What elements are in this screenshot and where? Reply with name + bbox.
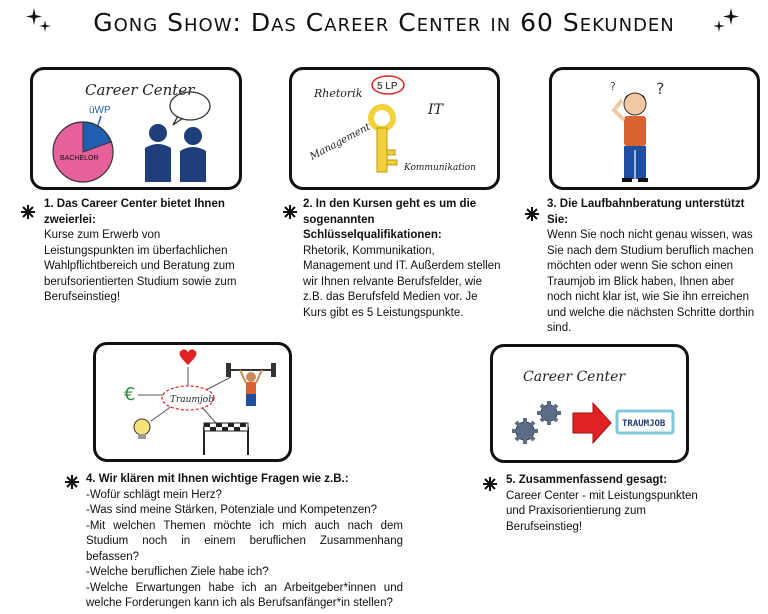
panel-3-body: Wenn Sie noch nicht genau wissen, was Sie nach dem Studium beruflich machen möchten oder wenn Sie schon einen Traumjob im Blick haben, Ihnen aber noch nicht klar ist, wie Sie ihn erreichen und welche die nächsten Schritte dorthin sind. <box>547 229 755 334</box>
panel-4-heading: 4. Wir klären mit Ihnen wichtige Fragen wie z.B.: <box>86 473 349 485</box>
question-mark-1: ? <box>656 79 665 98</box>
panel-2-it-label: IT <box>428 102 443 118</box>
asterisk-icon-4 <box>64 474 80 490</box>
panel-3-illustration <box>549 67 760 190</box>
panel-5-illustration <box>490 344 689 463</box>
panel-1-career-center-label: Career Center <box>85 81 195 99</box>
finish-line-icon <box>204 423 248 455</box>
panel-2-lp-label: 5 LP <box>377 81 398 92</box>
panel-4-question-5: -Welche Erwartungen habe ich an Arbeitgeber*innen und welche Forderungen kann ich als Berufsanfänger*in stellen? <box>86 581 403 609</box>
panel-4-traumjob-label: Traumjob <box>170 395 214 405</box>
panel-2-kommunikation-label: Kommunikation <box>404 163 476 173</box>
panel-3-heading: 3. Die Laufbahnberatung unterstützt Sie: <box>547 198 745 226</box>
panel-2-management-label: Management <box>308 121 373 163</box>
panel-4-question-4: -Welche beruflichen Ziele habe ich? <box>86 566 269 578</box>
panel-5-body: Career Center - mit Leistungspunkten und Praxisorientierung zum Berufseinstieg! <box>506 489 698 533</box>
page-title: Gong Show: Das Career Center in 60 Sekunden <box>93 8 675 37</box>
panel-3-text <box>547 197 762 337</box>
panel-4-question-1: -Wofür schlägt mein Herz? <box>86 488 222 501</box>
lightbulb-icon <box>134 419 150 439</box>
panel-2-illustration <box>289 67 500 190</box>
panel-4-question-2: -Was sind meine Stärken, Potenziale und Kompetenzen? <box>86 504 378 516</box>
panel-1-illustration <box>30 67 242 190</box>
panel-5-traumjob-label: TRAUMJOB <box>622 419 666 429</box>
panel-5-heading: 5. Zusammenfassend gesagt: <box>506 474 668 486</box>
asterisk-icon-5 <box>482 476 498 492</box>
asterisk-icon-3 <box>524 206 540 222</box>
panel-4-text <box>86 472 403 612</box>
panel-4-illustration <box>93 342 292 462</box>
panel-2-body: Rhetorik, Kommunikation, Management und IT. Außerdem stellen wir Ihnen relvante Berufsfelder, wie z.B. das Berufsfeld Medien vor. Je Kurs gibt es 5 Leistungspunkte. <box>303 244 501 319</box>
panel-2-rhetorik-label: Rhetorik <box>314 87 363 100</box>
question-mark-2: ? <box>610 80 616 93</box>
traumjob-cloud <box>162 386 214 410</box>
panel-2-heading: 2. In den Kursen geht es um die sogenannten Schlüsselqualifikationen: <box>303 198 477 241</box>
asterisk-icon-1 <box>20 204 36 220</box>
panel-5-text <box>506 473 716 535</box>
sparkle-icon-right <box>712 6 740 36</box>
panel-2-text <box>303 197 503 321</box>
panel-1-heading: 1. Das Career Center bietet Ihnen zweierlei: <box>44 198 225 226</box>
gears-icon <box>512 401 561 444</box>
key-icon <box>371 107 397 172</box>
panel-4-question-3: -Mit welchen Themen möchte ich mich auch nach dem Studium noch in einem beruflichen Zusammenhang befassen? <box>86 519 403 563</box>
sparkle-icon-left <box>26 6 52 36</box>
panel-1-text <box>44 197 244 306</box>
panel-1-bachelor-label: BACHELOR <box>60 155 99 162</box>
panel-5-career-center-label: Career Center <box>523 369 626 385</box>
panel-1-uwp-label: üWP <box>89 105 111 116</box>
arrow-right-icon <box>573 403 611 443</box>
heart-icon <box>180 349 197 365</box>
euro-icon: € <box>124 384 136 405</box>
people-icon <box>145 124 206 182</box>
weightlifter-icon <box>226 363 276 406</box>
panel-1-body: Kurse zum Erwerb von Leistungspunkten im überfachlichen Wahlpflichtbereich und Beratung zum berufsorientierten Studium sowie zum Berufseinstieg! <box>44 229 237 303</box>
asterisk-icon-2 <box>282 204 298 220</box>
thinking-person-icon <box>614 93 648 182</box>
